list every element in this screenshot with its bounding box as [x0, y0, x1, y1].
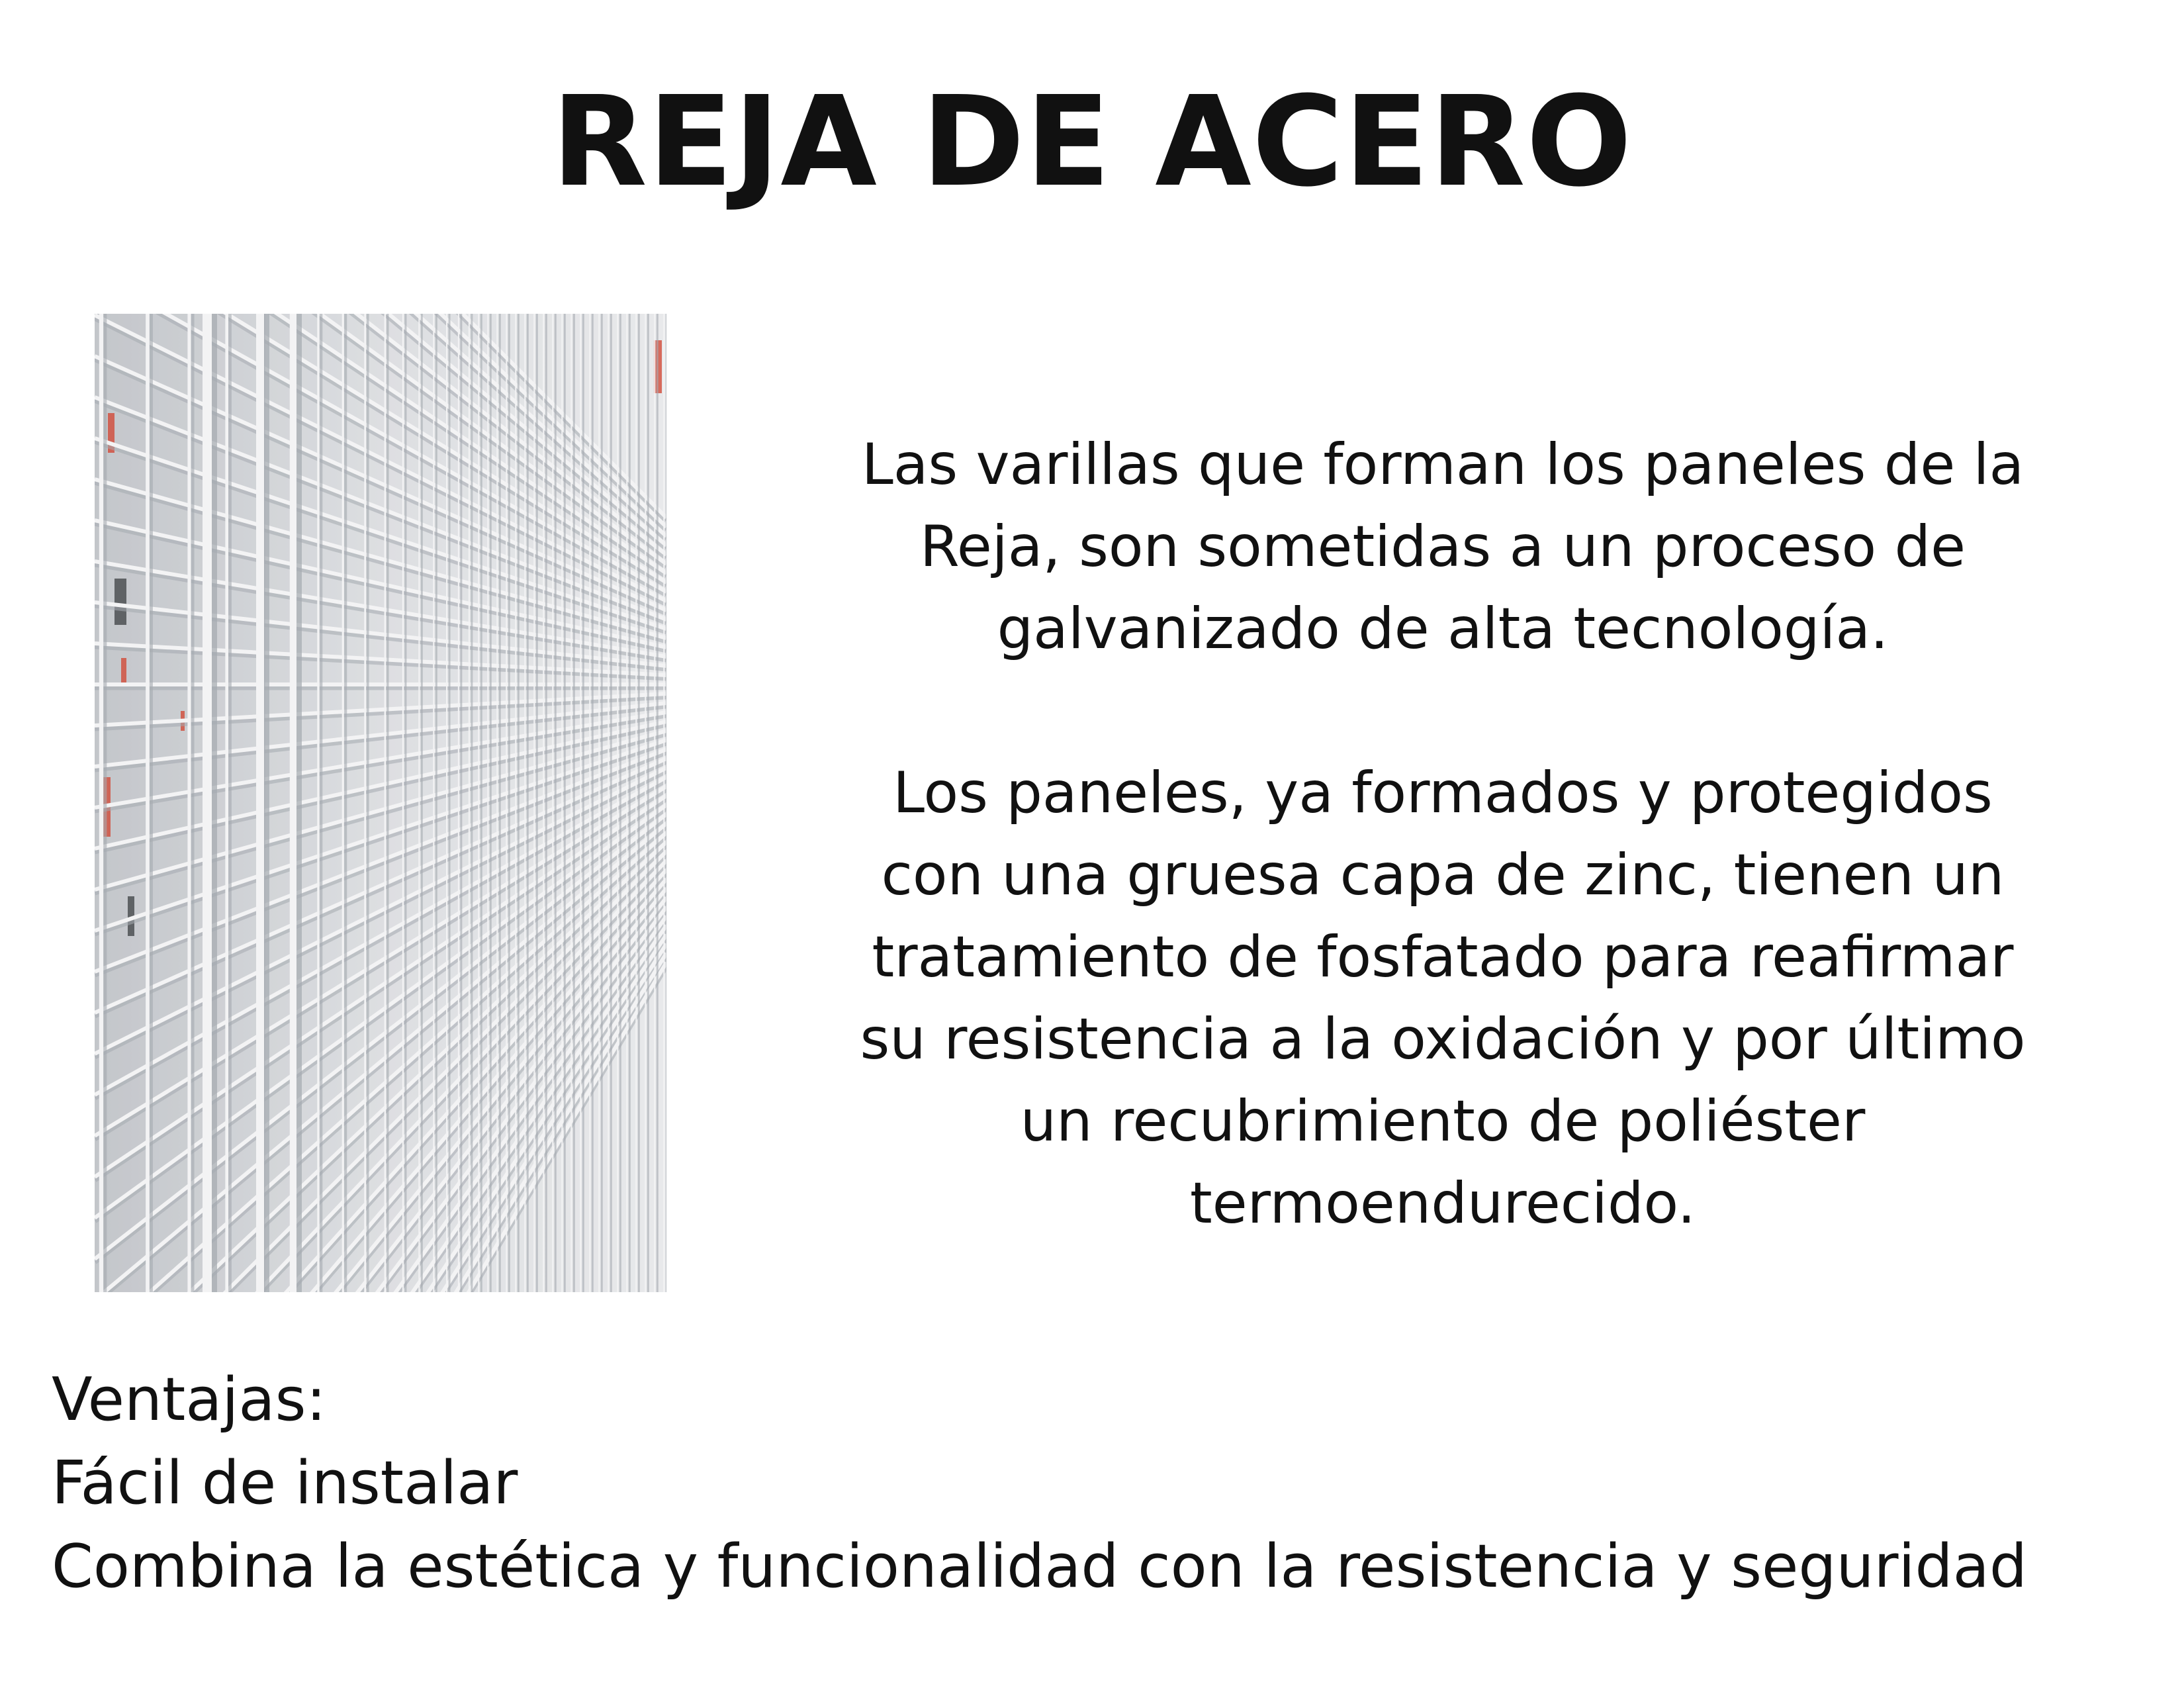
- page-title: REJA DE ACERO: [551, 70, 1633, 214]
- advantages-list: [52, 1442, 2169, 1609]
- advantage-item: Combina la estética y funcionalidad con la resistencia y seguridad: [52, 1532, 2027, 1601]
- description-block: [754, 424, 2131, 1244]
- steel-mesh-photo: [95, 314, 666, 1292]
- steel-mesh-image: [95, 314, 666, 1292]
- description-paragraph-treatment: Los paneles, ya formados y protegidos con una gruesa capa de zinc, tienen un tratamiento de fosfatado para reafirmar su resistencia a la oxidación y por último un recubrimiento de poliéster termoendurecido.: [860, 760, 2026, 1237]
- advantages-heading: Ventajas:: [52, 1365, 326, 1434]
- advantages-section: [52, 1358, 2169, 1609]
- advantage-item: Fácil de instalar: [52, 1448, 518, 1518]
- description-paragraph-galvanizing: Las varillas que forman los paneles de la Reja, son sometidas a un proceso de galvanizado de alta tecnología.: [861, 432, 2025, 662]
